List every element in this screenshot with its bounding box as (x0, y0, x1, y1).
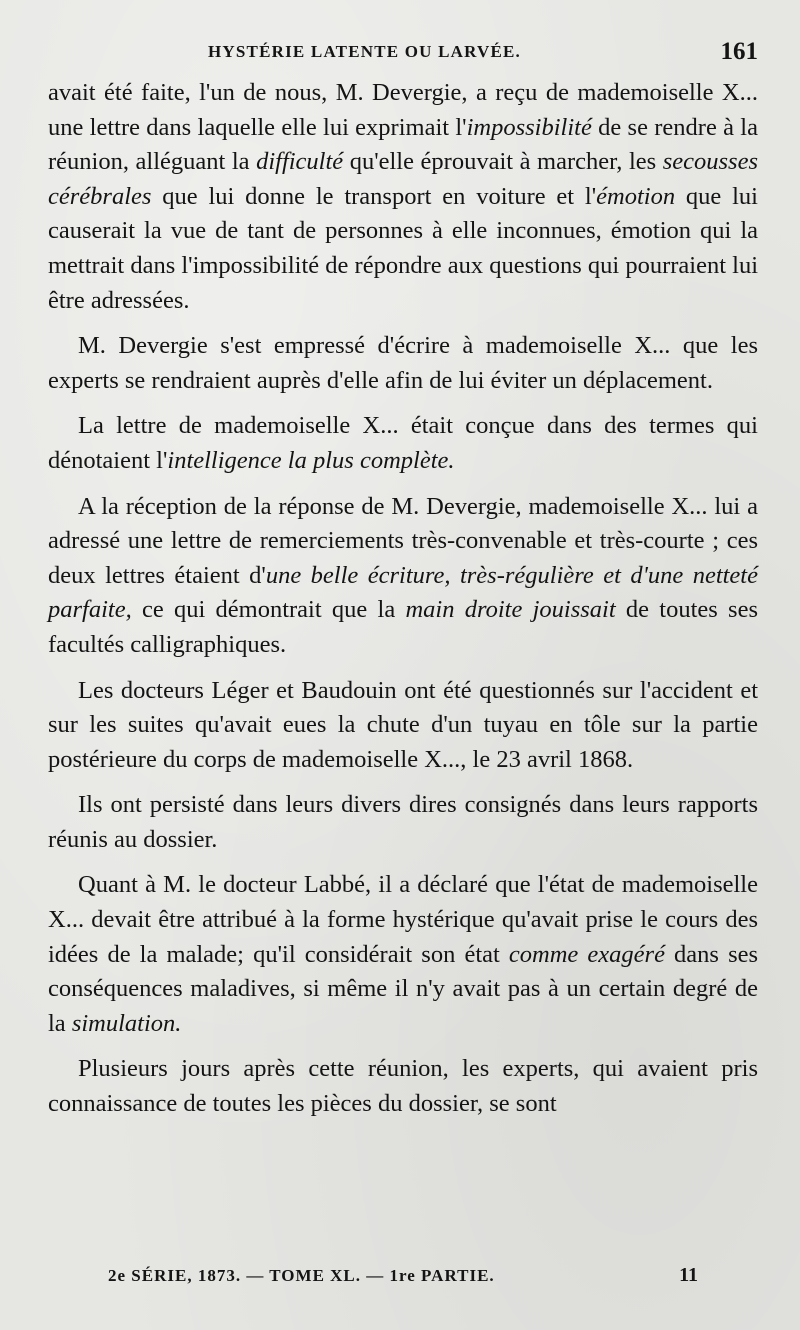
body-text (48, 76, 758, 1133)
paragraph (48, 490, 758, 663)
paragraph (48, 788, 758, 857)
text-run: dans ses conséquences maladives, si même il n'y avait pas à un certain degré de la (48, 940, 759, 1037)
text-run: qu'elle éprouvait à marcher, les (343, 148, 663, 176)
text-run: A la réception de la réponse de M. Devergie, mademoiselle X... lui a adressé une lettre de remerciements très-convenable et très-courte ; ces deux lettres étaient d' (48, 492, 758, 589)
page-footer (48, 1264, 758, 1294)
text-run: Ils ont persisté dans leurs divers dires consignés dans leurs rapports réunis au dossier. (48, 791, 758, 853)
text-run: Les docteurs Léger et Baudouin ont été questionnés sur l'accident et sur les suites qu'avait eues la chute d'un tuyau en tôle sur la partie postérieure du corps de mademoiselle X..., le 23 avril 1868. (48, 676, 758, 773)
paragraph (48, 868, 758, 1041)
paragraph (48, 1052, 758, 1121)
text-run: que lui causerait la vue de tant de personnes à elle inconnues, émotion qui la mettrait dans l'impossibilité de répondre aux questions qui pourraient lui être adressées. (48, 182, 759, 314)
italic-text: main droite jouissait (405, 596, 616, 624)
italic-text: impossibilité (466, 113, 592, 141)
text-run: ce qui démontrait que la (131, 596, 406, 624)
text-run: de se rendre à la réunion, alléguant la (48, 113, 758, 176)
italic-text: intelligence la plus complète. (167, 446, 455, 474)
text-run: La lettre de mademoiselle X... était conçue dans des termes qui dénotaient l' (48, 412, 758, 474)
text-run: Plusieurs jours après cette réunion, les experts, qui avaient pris connaissance de toutes les pièces du dossier, se sont (48, 1055, 758, 1118)
sheet-number: 11 (679, 1264, 698, 1286)
text-run: avait été faite, l'un de nous, M. Devergie, a reçu de mademoiselle X... une lettre dans laquelle elle lui exprimait l' (48, 79, 758, 141)
running-head (48, 40, 758, 70)
text-run: de toutes ses facultés calligraphiques. (48, 596, 759, 658)
italic-text: émotion (596, 182, 676, 210)
text-run: M. Devergie s'est empressé d'écrire à mademoiselle X... que les experts se rendraient auprès d'elle afin de lui éviter un déplacement. (48, 332, 758, 394)
italic-text: difficulté (256, 148, 344, 176)
paragraph (48, 409, 758, 478)
text-run: Quant à M. le docteur Labbé, il a déclaré que l'état de mademoiselle X... devait être attribué à la forme hystérique qu'avait prise le cours des idées de la malade; qu'il considérait son état (48, 871, 758, 968)
italic-text: secousses cérébrales (48, 148, 758, 210)
italic-text: comme exagéré (508, 940, 665, 968)
italic-text: une belle écriture, très-régulière et d'une netteté parfaite, (48, 561, 758, 624)
signature-line: 2e SÉRIE, 1873. — TOME XL. — 1re PARTIE. (108, 1266, 495, 1285)
paragraph (48, 329, 758, 398)
text-run: que lui donne le transport en voiture et l' (151, 182, 597, 210)
paragraph (48, 76, 758, 318)
italic-text: simulation. (71, 1009, 182, 1037)
paragraph (48, 674, 758, 778)
running-title: HYSTÉRIE LATENTE OU LARVÉE. (208, 42, 521, 61)
page-number: 161 (720, 38, 758, 65)
